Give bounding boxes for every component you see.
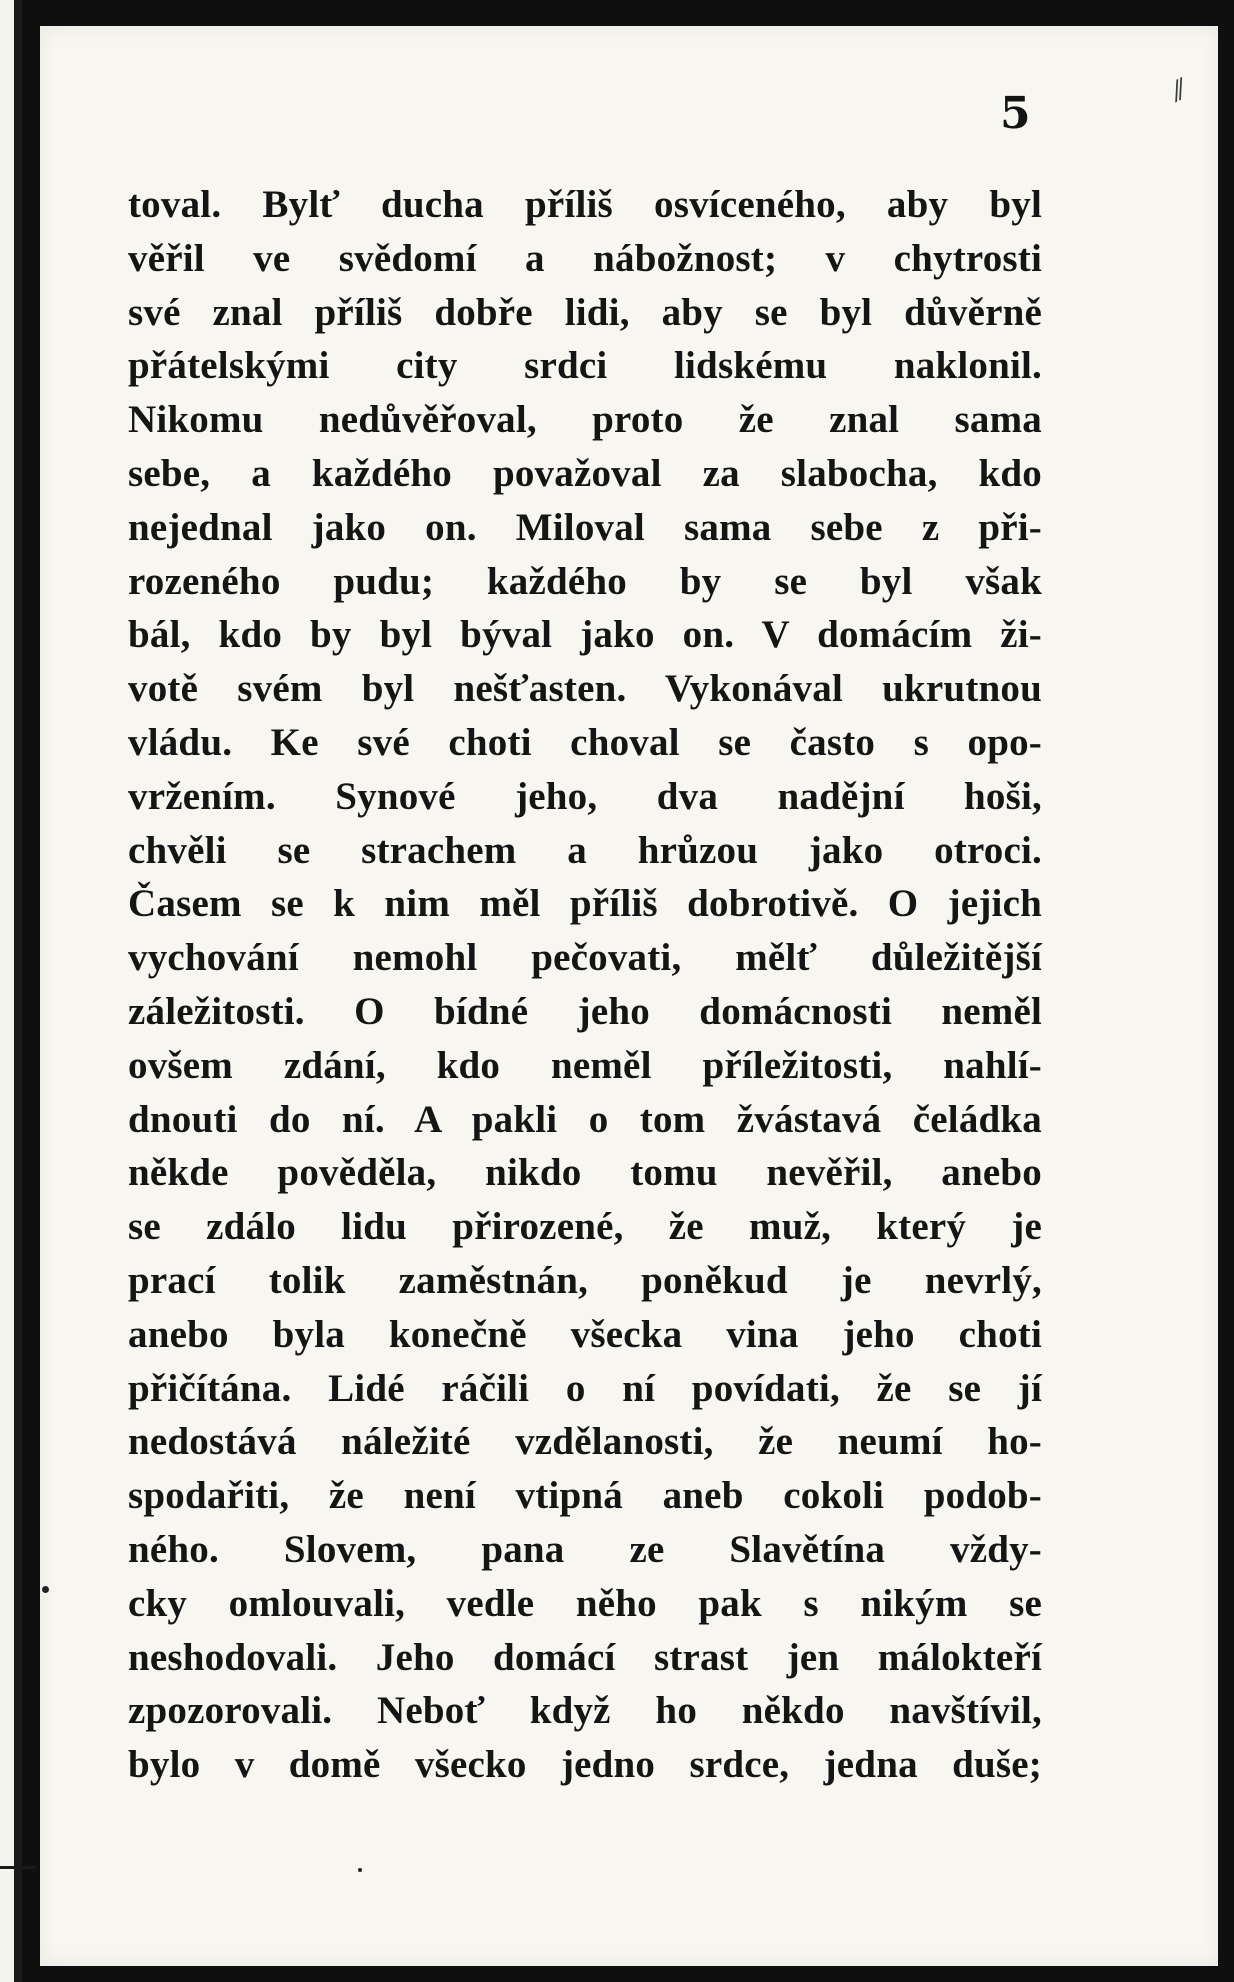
- text-line: prací tolik zaměstnán, poněkud je nevrlý,: [128, 1258, 1042, 1302]
- text-line: vychování nemohl pečovati, mělť důležitější: [128, 936, 1042, 980]
- text-line: chvěli se strachem a hrůzou jako otroci.: [128, 828, 1042, 872]
- text-line: ného. Slovem, pana ze Slavětína vždy-: [128, 1527, 1042, 1571]
- ink-speck: [358, 1868, 362, 1872]
- text-line: přátelskými city srdci lidskému naklonil.: [128, 344, 1042, 388]
- text-line: věřil ve svědomí a nábožnost; v chytrosti: [128, 236, 1042, 280]
- text-line: anebo byla konečně všecka vina jeho choti: [128, 1312, 1042, 1356]
- text-line: vládu. Ke své choti choval se často s opo-: [128, 720, 1042, 764]
- adjacent-page-edge: [0, 0, 22, 1982]
- text-line: cky omlouvali, vedle něho pak s nikým se: [128, 1581, 1042, 1625]
- text-line: zpozorovali. Neboť když ho někdo navštívil,: [128, 1689, 1042, 1733]
- text-line: neshodovali. Jeho domácí strast jen málokteří: [128, 1635, 1042, 1679]
- text-line: dnouti do ní. A pakli o tom žvástavá čeládka: [128, 1097, 1042, 1141]
- page-number: 5: [1000, 88, 1031, 139]
- text-line: sebe, a každého považoval za slabocha, kdo: [128, 451, 1042, 495]
- body-text: [128, 178, 1042, 1792]
- text-line: Nikomu nedůvěřoval, proto že znal sama: [128, 398, 1042, 442]
- text-line: ovšem zdání, kdo neměl příležitosti, nahlí-: [128, 1043, 1042, 1087]
- text-line: se zdálo lidu přirozené, že muž, který je: [128, 1205, 1042, 1249]
- text-line: nedostává náležité vzdělanosti, že neumí ho-: [128, 1420, 1042, 1464]
- text-line: votě svém byl nešťasten. Vykonával ukrutnou: [128, 667, 1042, 711]
- text-line: bylo v domě všecko jedno srdce, jedna duše;: [128, 1743, 1042, 1787]
- text-line: přičítána. Lidé ráčili o ní povídati, že se jí: [128, 1366, 1042, 1410]
- text-line: toval. Bylť ducha příliš osvíceného, aby byl: [128, 183, 1042, 226]
- binding-mark: [0, 1866, 36, 1869]
- text-line: vržením. Synové jeho, dva nadějní hoši,: [128, 774, 1042, 818]
- book-page: [40, 26, 1218, 1966]
- text-line: rozeného pudu; každého by se byl však: [128, 559, 1042, 603]
- ink-speck: [42, 1586, 49, 1593]
- text-line: bál, kdo by byl býval jako on. V domácím ži-: [128, 613, 1042, 657]
- text-line: záležitosti. O bídné jeho domácnosti neměl: [128, 989, 1042, 1033]
- text-line: své znal příliš dobře lidi, aby se byl důvěrně: [128, 290, 1042, 334]
- text-line: spodařiti, že není vtipná aneb cokoli podob-: [128, 1474, 1042, 1518]
- text-line: Časem se k nim měl příliš dobrotivě. O jejich: [128, 882, 1042, 926]
- text-line: nejednal jako on. Miloval sama sebe z při-: [128, 505, 1042, 549]
- text-line: někde pověděla, nikdo tomu nevěřil, anebo: [128, 1151, 1042, 1195]
- pencil-mark-icon: ⁄⁄: [1168, 75, 1191, 107]
